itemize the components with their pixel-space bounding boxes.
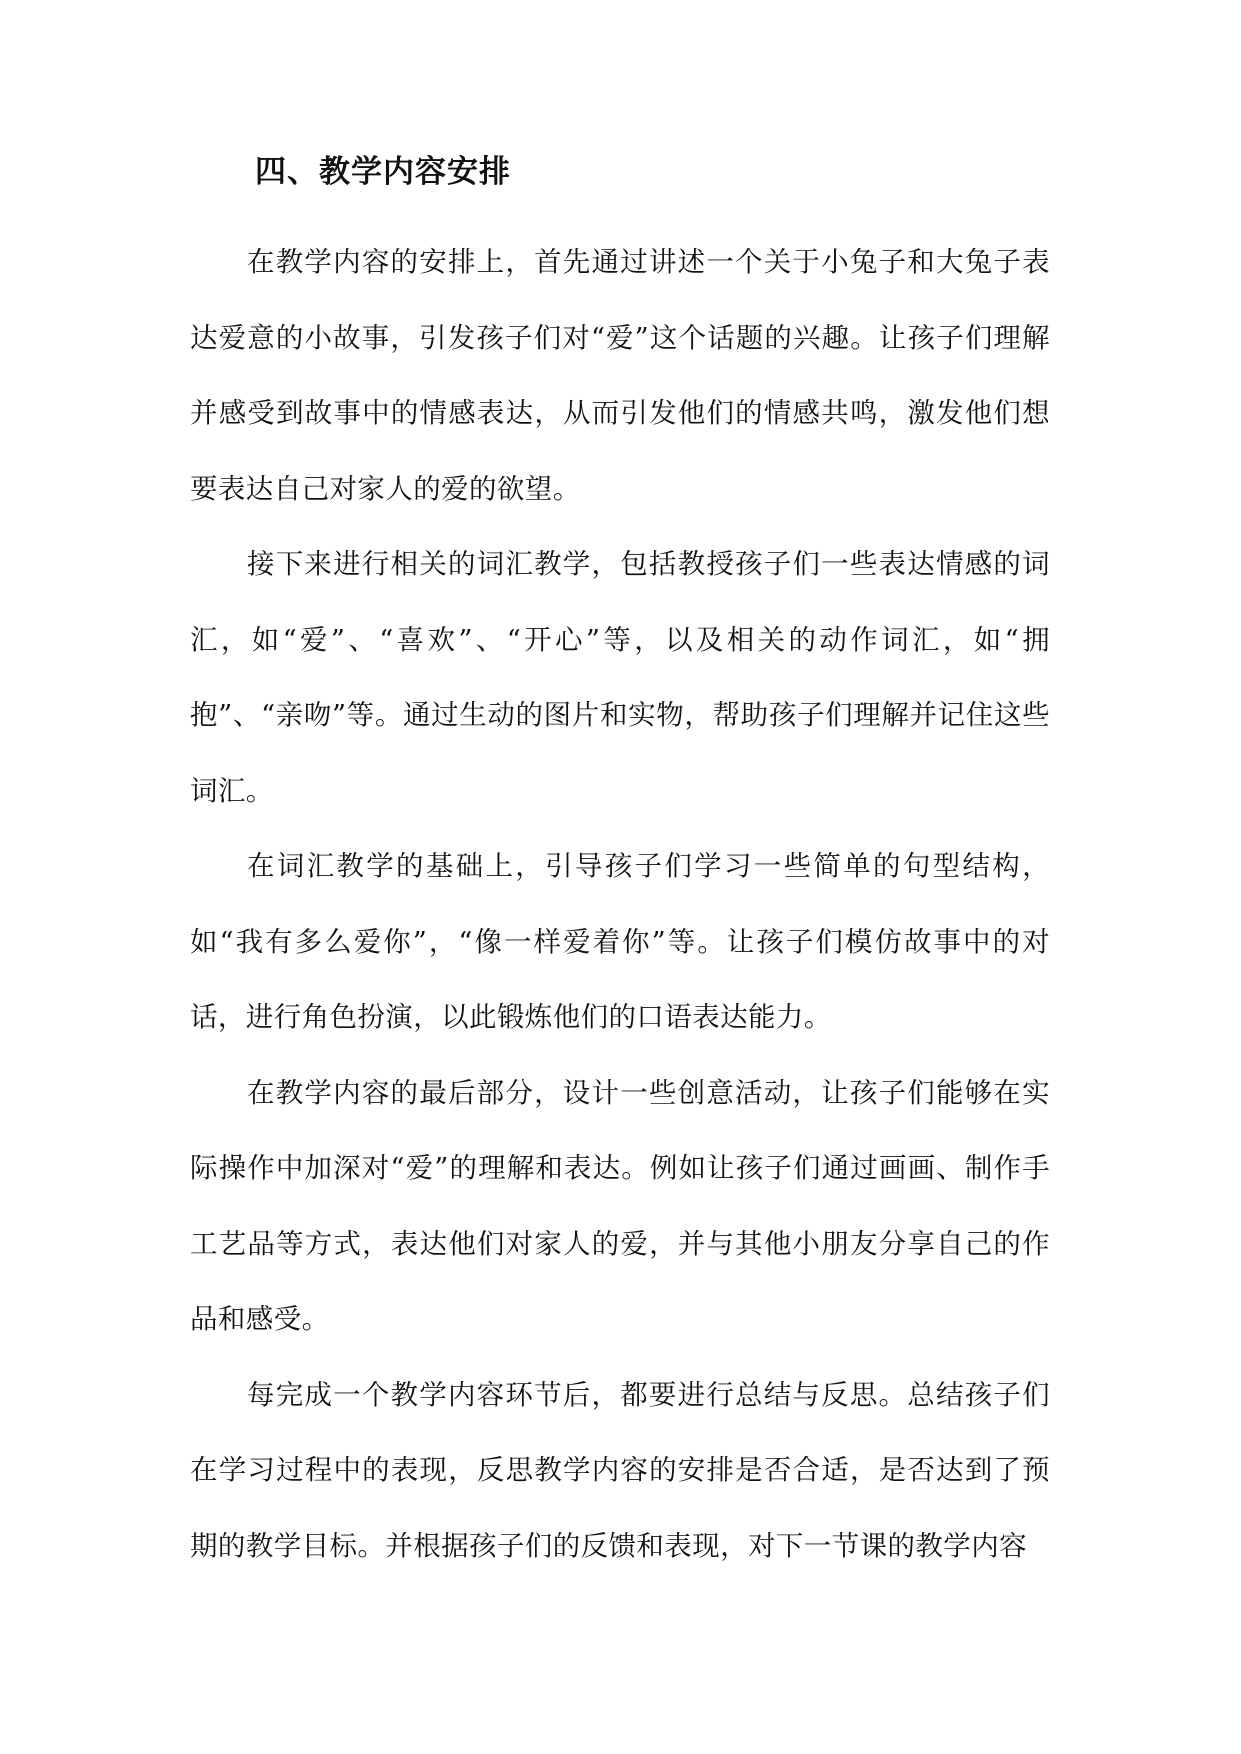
paragraph-sentence-patterns: 在词汇教学的基础上，引导孩子们学习一些简单的句型结构，如“我有多么爱你”，“像一样爱着你”等。让孩子们模仿故事中的对话，进行角色扮演，以此锻炼他们的口语表达能力。 (190, 850, 1050, 1033)
section-heading: 四、教学内容安排 (255, 154, 511, 190)
paragraph-creative-activities: 在教学内容的最后部分，设计一些创意活动，让孩子们能够在实际操作中加深对“爱”的理解和表达。例如让孩子们通过画画、制作手工艺品等方式，表达他们对家人的爱，并与其他小朋友分享自己的作品和感受。 (190, 1076, 1050, 1335)
section-body (190, 225, 1050, 1584)
paragraph-story-intro: 在教学内容的安排上，首先通过讲述一个关于小兔子和大兔子表达爱意的小故事，引发孩子们对“爱”这个话题的兴趣。让孩子们理解并感受到故事中的情感表达，从而引发他们的情感共鸣，激发他们想要表达自己对家人的爱的欲望。 (190, 246, 1050, 505)
paragraph-vocabulary: 接下来进行相关的词汇教学，包括教授孩子们一些表达情感的词汇，如“爱”、“喜欢”、“开心”等，以及相关的动作词汇，如“拥抱”、“亲吻”等。通过生动的图片和实物，帮助孩子们理解并记住这些词汇。 (190, 548, 1050, 807)
paragraph-reflection: 每完成一个教学内容环节后，都要进行总结与反思。总结孩子们在学习过程中的表现，反思教学内容的安排是否合适，是否达到了预期的教学目标。并根据孩子们的反馈和表现，对下一节课的教学内容 (190, 1378, 1050, 1562)
